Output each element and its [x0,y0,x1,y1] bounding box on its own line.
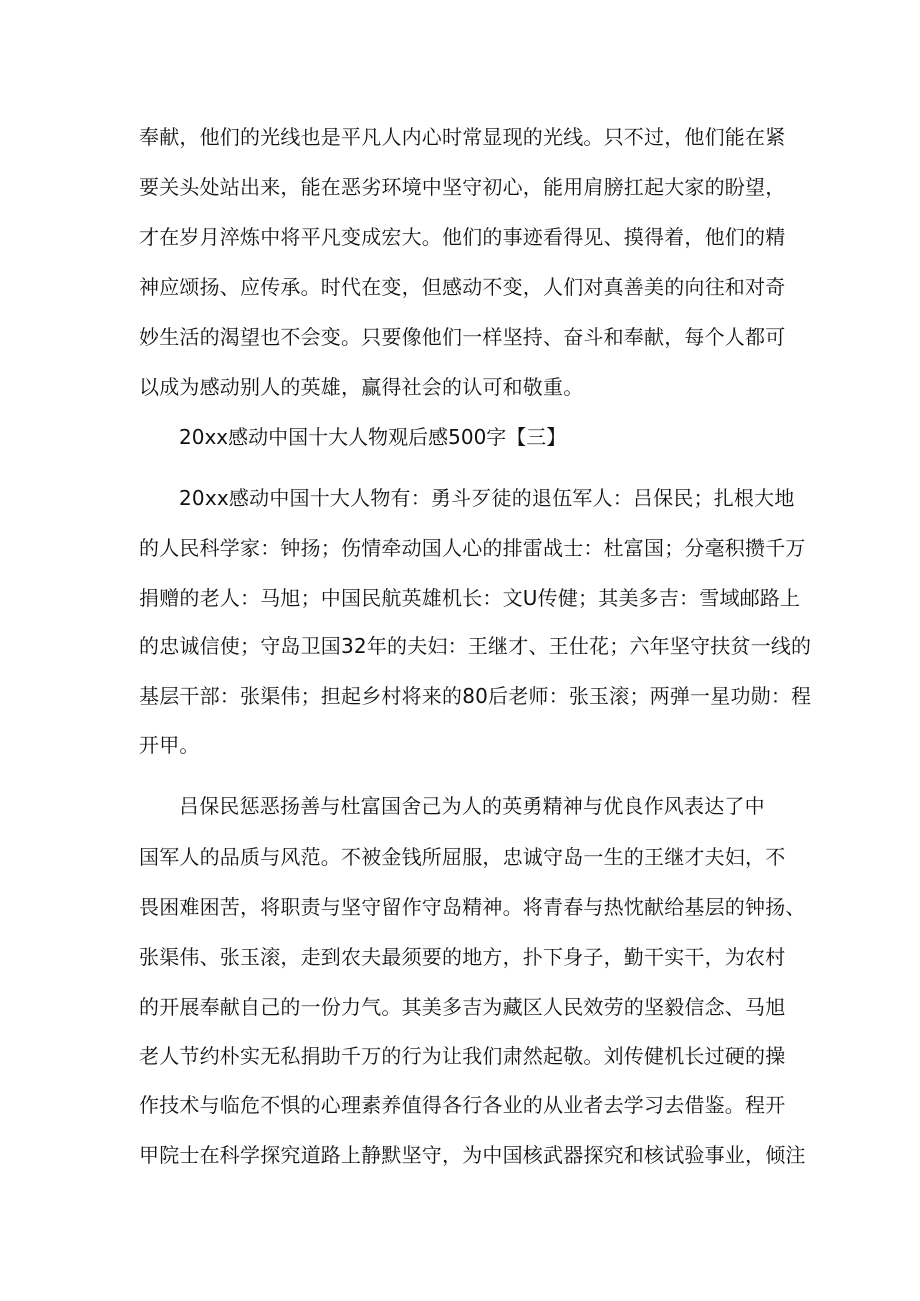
paragraph-3-line-3: 畏困难困苦，将职责与坚守留作守岛精神。将青春与热忱献给基层的钟扬、 [139,895,806,919]
paragraph-3-line-7: 作技术与临危不惧的心理素养值得各行各业的从业者去学习去借鉴。程开 [139,1093,786,1117]
paragraph-1-line-5: 妙生活的渴望也不会变。只要像他们一样坚持、奋斗和奉献，每个人都可 [139,325,786,349]
paragraph-1-line-1: 奉献，他们的光线也是平凡人内心时常显现的光线。只不过，他们能在紧 [139,125,786,149]
paragraph-3-line-8: 甲院士在科学探究道路上静默坚守，为中国核武器探究和核试验事业，倾注 [139,1143,806,1167]
paragraph-2-line-1: 20xx感动中国十大人物有：勇斗歹徒的退伍军人：吕保民；扎根大地 [179,486,795,510]
paragraph-3-line-6: 老人节约朴实无私捐助千万的行为让我们肃然起敬。刘传健机长过硬的操 [139,1044,786,1068]
paragraph-1-line-6: 以成为感动别人的英雄，赢得社会的认可和敬重。 [139,375,584,399]
paragraph-2-line-2: 的人民科学家：钟扬；伤情牵动国人心的排雷战士：杜富国；分毫积攒千万 [139,536,806,560]
paragraph-3-line-1: 吕保民惩恶扬善与杜富国舍己为人的英勇精神与优良作风表达了中 [179,794,765,818]
paragraph-1-line-2: 要关头处站出来，能在恶劣环境中坚守初心，能用肩膀扛起大家的盼望， [139,175,786,199]
paragraph-3-line-2: 国军人的品质与风范。不被金钱所屈服，忠诚守岛一生的王继才夫妇，不 [139,845,786,869]
paragraph-1-line-3: 才在岁月淬炼中将平凡变成宏大。他们的事迹看得见、摸得着，他们的精 [139,225,786,249]
paragraph-2-line-5: 基层干部：张渠伟；担起乡村将来的80后老师：张玉滚；两弹一星功勋：程 [139,684,812,708]
paragraph-1-line-4: 神应颂扬、应传承。时代在变，但感动不变，人们对真善美的向往和对奇 [139,275,786,299]
paragraph-2-line-3: 捐赠的老人：马旭；中国民航英雄机长：文U传健；其美多吉：雪域邮路上 [139,586,801,610]
section-heading: 20xx感动中国十大人物观后感500字【三】 [179,425,567,449]
paragraph-2-line-4: 的忠诚信使；守岛卫国32年的夫妇：王继才、王仕花；六年坚守扶贫一线的 [139,634,812,658]
paragraph-2-line-6: 开甲。 [139,733,200,757]
paragraph-3-line-5: 的开展奉献自己的一份力气。其美多吉为藏区人民效劳的坚毅信念、马旭 [139,995,786,1019]
paragraph-3-line-4: 张渠伟、张玉滚，走到农夫最须要的地方，扑下身子，勤干实干，为农村 [139,945,786,969]
